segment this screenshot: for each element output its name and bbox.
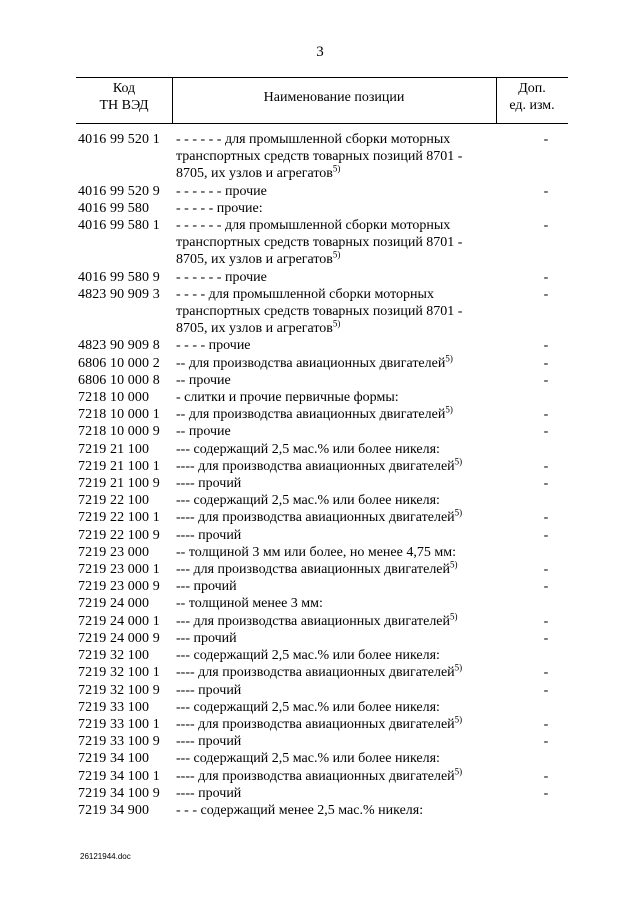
row-description-text: -- толщиной менее 3 мм:: [176, 596, 323, 612]
row-description-text: 8705, их узлов и агрегатов: [176, 321, 333, 337]
table-row: [78, 578, 568, 595]
row-unit: -: [543, 527, 549, 543]
row-unit: -: [543, 734, 549, 750]
row-description: [174, 492, 496, 509]
table-row: [78, 269, 568, 286]
header-name-column: Наименование позиции: [263, 90, 405, 105]
table-row: [78, 595, 568, 612]
row-description-text: ---- прочий: [176, 785, 242, 801]
row-code: 7219 34 100 9: [78, 785, 160, 801]
footnote-marker: 5): [450, 559, 458, 570]
table-row: [78, 286, 568, 338]
row-unit: -: [543, 218, 549, 234]
table-header-rule: [76, 123, 568, 124]
row-description-text: --- содержащий 2,5 мас.% или более никеля:: [176, 699, 440, 715]
row-description: [174, 200, 496, 217]
row-code: 7219 34 100: [78, 751, 150, 767]
row-code: 7219 33 100 9: [78, 734, 160, 750]
row-description-text: - - - - - - для промышленной сборки моторных: [176, 132, 451, 147]
row-code: 7219 32 100: [78, 648, 150, 664]
row-description-text: --- содержащий 2,5 мас.% или более никеля:: [176, 751, 440, 767]
row-description-text: ---- прочий: [176, 476, 242, 492]
table-row: [78, 217, 568, 269]
row-description-line: [176, 544, 496, 561]
table-row: [78, 352, 568, 372]
row-code: 4016 99 580: [78, 200, 150, 216]
row-unit: [496, 750, 568, 767]
row-unit: -: [543, 665, 549, 681]
row-description-text: --- содержащий 2,5 мас.% или более никеля:: [176, 441, 440, 457]
row-unit: [496, 492, 568, 509]
row-description-text: - - - - - - прочие: [176, 269, 267, 285]
row-description: [174, 716, 496, 733]
row-description-text: 8705, их узлов и агрегатов: [176, 166, 333, 182]
table-row: [78, 561, 568, 578]
row-unit: -: [543, 183, 549, 199]
row-unit: -: [543, 269, 549, 285]
row-unit: [496, 595, 568, 612]
table-row: [78, 131, 568, 183]
row-code: 7219 32 100 9: [78, 682, 160, 698]
row-description: [174, 352, 496, 372]
row-description: [174, 750, 496, 767]
row-description-line: [176, 372, 496, 389]
row-description-line: [176, 286, 496, 303]
table-row: [78, 423, 568, 440]
row-unit: -: [543, 613, 549, 629]
row-description-text: ---- для производства авиационных двигателей: [176, 665, 455, 681]
row-description: [174, 286, 496, 338]
table-row: [78, 441, 568, 458]
header-unit-column: [496, 80, 568, 114]
row-description-line: [176, 561, 496, 578]
table-row: [78, 765, 568, 785]
table-row: [78, 750, 568, 767]
header-unit-line: ед. изм.: [509, 98, 555, 113]
row-description: [174, 423, 496, 440]
table-row: [78, 475, 568, 492]
row-description-line: [176, 320, 496, 337]
row-code: 7219 22 100 1: [78, 510, 160, 526]
row-description-line: [176, 699, 496, 716]
table-row: [78, 630, 568, 647]
row-description: [174, 561, 496, 578]
row-description-text: ---- для производства авиационных двигателей: [176, 510, 455, 526]
row-description-text: ---- для производства авиационных двигателей: [176, 458, 455, 474]
table-top-rule: [76, 77, 568, 78]
table-row: [78, 664, 568, 681]
row-unit: -: [543, 630, 549, 646]
row-description-text: --- содержащий 2,5 мас.% или более никеля:: [176, 493, 440, 509]
row-description: [174, 647, 496, 664]
table-row: [78, 406, 568, 423]
row-description-line: [176, 165, 496, 182]
footnote-marker: 5): [450, 611, 458, 622]
row-description-text: ---- прочий: [176, 734, 242, 750]
row-description-line: [176, 423, 496, 440]
row-description: [174, 578, 496, 595]
row-description-line: [176, 630, 496, 647]
row-code: 7219 33 100: [78, 699, 150, 715]
row-description-text: -- толщиной 3 мм или более, но менее 4,75 мм:: [176, 544, 456, 560]
footnote-marker: 5): [454, 507, 463, 518]
footer-filename: 26121944.doc: [80, 852, 131, 861]
row-description: [174, 441, 496, 458]
table-row: [78, 509, 568, 526]
row-code: 7219 23 000: [78, 544, 150, 560]
footnote-marker: 5): [445, 352, 453, 363]
row-description: [174, 785, 496, 802]
header-code-line: ТН ВЭД: [99, 98, 149, 113]
footnote-marker: 5): [332, 249, 341, 260]
footnote-marker: 5): [454, 714, 463, 725]
row-unit: -: [543, 785, 549, 801]
row-unit: -: [543, 424, 549, 440]
row-description-line: [176, 492, 496, 509]
table-row: [78, 372, 568, 389]
row-code: 7218 10 000 9: [78, 424, 160, 440]
row-description-line: [176, 682, 496, 699]
table-row: [78, 200, 568, 217]
row-description: [174, 733, 496, 750]
row-unit: [496, 389, 568, 406]
row-description-line: [176, 716, 496, 733]
table-row: [78, 647, 568, 664]
row-unit: [496, 441, 568, 458]
row-code: 7219 34 900: [78, 802, 150, 818]
row-unit: -: [543, 355, 549, 371]
row-unit: [496, 802, 568, 819]
row-code: 7219 21 100 1: [78, 458, 160, 474]
row-description-text: ---- прочий: [176, 682, 242, 698]
row-description: [174, 509, 496, 526]
row-code: 7219 23 000 9: [78, 579, 160, 595]
row-description-line: [176, 733, 496, 750]
row-description-line: [176, 595, 496, 612]
row-description: [174, 183, 496, 200]
row-description: [174, 682, 496, 699]
row-description: [174, 613, 496, 630]
page-number: 3: [316, 44, 324, 60]
row-description-line: [176, 750, 496, 767]
row-description-line: [176, 131, 496, 148]
row-description-line: [176, 458, 496, 475]
table-row: [78, 699, 568, 716]
row-description-line: [176, 441, 496, 458]
table-row: [78, 716, 568, 733]
row-description-line: [176, 251, 496, 268]
row-unit: -: [543, 458, 549, 474]
row-code: 4016 99 520 1: [78, 132, 160, 147]
row-description: [174, 699, 496, 716]
row-description-line: [176, 527, 496, 544]
table-row: [78, 337, 568, 354]
row-code: 7219 21 100: [78, 441, 150, 457]
table-row: [78, 458, 568, 475]
row-description-text: -- прочие: [176, 424, 231, 440]
row-code: 4016 99 580 9: [78, 269, 160, 285]
row-code: 6806 10 000 8: [78, 372, 160, 388]
row-unit: -: [543, 562, 549, 578]
row-description-line: [176, 664, 496, 681]
table-row: [78, 733, 568, 750]
table-row: [78, 785, 568, 802]
row-description-text: - - - содержащий менее 2,5 мас.% никеля:: [176, 802, 424, 818]
row-unit: -: [543, 132, 549, 147]
footnote-marker: 5): [445, 404, 453, 415]
row-description-text: -- для производства авиационных двигателей: [176, 407, 446, 423]
row-unit: -: [543, 682, 549, 698]
row-code: 4823 90 909 3: [78, 286, 160, 302]
header-code-column: [76, 80, 172, 114]
row-description: [174, 458, 496, 475]
footnote-marker: 5): [454, 456, 463, 467]
table-row: [78, 613, 568, 630]
row-code: 7219 24 000: [78, 596, 150, 612]
row-code: 6806 10 000 2: [78, 355, 160, 371]
row-description-text: - - - - прочие: [176, 338, 251, 354]
row-description-line: [176, 765, 496, 785]
row-unit: -: [543, 510, 549, 526]
table-row: [78, 389, 568, 406]
row-unit: -: [543, 338, 549, 354]
table-row: [78, 492, 568, 509]
row-description: [174, 664, 496, 681]
row-description-text: 8705, их узлов и агрегатов: [176, 252, 333, 268]
row-description-text: - - - - для промышленной сборки моторных: [176, 286, 434, 302]
row-code: 4016 99 520 9: [78, 183, 160, 199]
row-code: 7218 10 000 1: [78, 407, 160, 423]
row-code: 7219 22 100: [78, 493, 150, 509]
row-unit: [496, 647, 568, 664]
row-description-line: [176, 802, 496, 819]
row-code: 7219 23 000 1: [78, 562, 160, 578]
table-row: [78, 527, 568, 544]
row-code: 7219 24 000 9: [78, 630, 160, 646]
row-description-line: [176, 406, 496, 423]
footnote-marker: 5): [332, 318, 341, 329]
row-description: [174, 802, 496, 819]
row-description: [174, 544, 496, 561]
row-unit: -: [543, 768, 549, 784]
row-description-line: [176, 647, 496, 664]
row-description-line: [176, 785, 496, 802]
row-description-text: -- прочие: [176, 372, 231, 388]
row-description-text: - - - - - прочие:: [176, 200, 263, 216]
row-code: 7218 10 000: [78, 390, 150, 406]
row-description-line: [176, 578, 496, 595]
header-unit-line: Доп.: [518, 81, 546, 96]
row-description-text: -- для производства авиационных двигателей: [176, 355, 446, 371]
row-unit: -: [543, 407, 549, 423]
row-unit: -: [543, 372, 549, 388]
row-description-text: - - - - - - для промышленной сборки моторных: [176, 218, 451, 234]
row-unit: [496, 699, 568, 716]
row-description-line: [176, 613, 496, 630]
row-description: [174, 630, 496, 647]
row-code: 7219 22 100 9: [78, 527, 160, 543]
row-description-line: [176, 183, 496, 200]
row-description-text: транспортных средств товарных позиций 8701 -: [176, 149, 463, 165]
footnote-marker: 5): [332, 163, 341, 174]
row-code: 7219 32 100 1: [78, 665, 160, 681]
row-code: 4016 99 580 1: [78, 218, 160, 234]
row-description: [174, 765, 496, 785]
row-description: [174, 527, 496, 544]
row-code: 7219 21 100 9: [78, 476, 160, 492]
row-description: [174, 595, 496, 612]
table-row: [78, 544, 568, 561]
row-code: 7219 33 100 1: [78, 716, 160, 732]
table-row: [78, 802, 568, 819]
row-unit: -: [543, 286, 549, 302]
row-description-text: --- для производства авиационных двигателей: [176, 562, 451, 578]
row-description: [174, 131, 496, 183]
row-code: 4823 90 909 8: [78, 338, 160, 354]
row-description-text: ---- прочий: [176, 527, 242, 543]
row-description-text: - - - - - - прочие: [176, 183, 267, 199]
row-unit: [496, 200, 568, 217]
row-description: [174, 475, 496, 492]
footnote-marker: 5): [454, 662, 463, 673]
row-description-line: [176, 352, 496, 372]
row-description: [174, 406, 496, 423]
row-description-line: [176, 217, 496, 234]
row-unit: -: [543, 716, 549, 732]
row-description-line: [176, 269, 496, 286]
row-description-line: [176, 509, 496, 526]
row-description: [174, 217, 496, 269]
row-code: 7219 24 000 1: [78, 613, 160, 629]
row-code: 7219 34 100 1: [78, 768, 160, 784]
row-description-text: --- содержащий 2,5 мас.% или более никеля:: [176, 648, 440, 664]
footnote-marker: 5): [454, 765, 463, 776]
row-description-line: [176, 475, 496, 492]
row-unit: [496, 544, 568, 561]
row-description-text: ---- для производства авиационных двигателей: [176, 716, 455, 732]
header-code-line: Код: [112, 81, 136, 96]
row-description-text: транспортных средств товарных позиций 8701 -: [176, 304, 463, 320]
row-description: [174, 372, 496, 389]
row-description-text: транспортных средств товарных позиций 8701 -: [176, 235, 463, 251]
row-description-text: - слитки и прочие первичные формы:: [176, 390, 399, 406]
row-description-line: [176, 200, 496, 217]
row-description-text: --- для производства авиационных двигателей: [176, 613, 451, 629]
row-description: [174, 269, 496, 286]
row-unit: -: [543, 476, 549, 492]
table-row: [78, 183, 568, 200]
row-description-text: --- прочий: [176, 630, 237, 646]
row-description-text: ---- для производства авиационных двигателей: [176, 768, 455, 784]
table-body: [78, 131, 568, 819]
row-unit: -: [543, 579, 549, 595]
row-description-text: --- прочий: [176, 579, 237, 595]
table-row: [78, 682, 568, 699]
